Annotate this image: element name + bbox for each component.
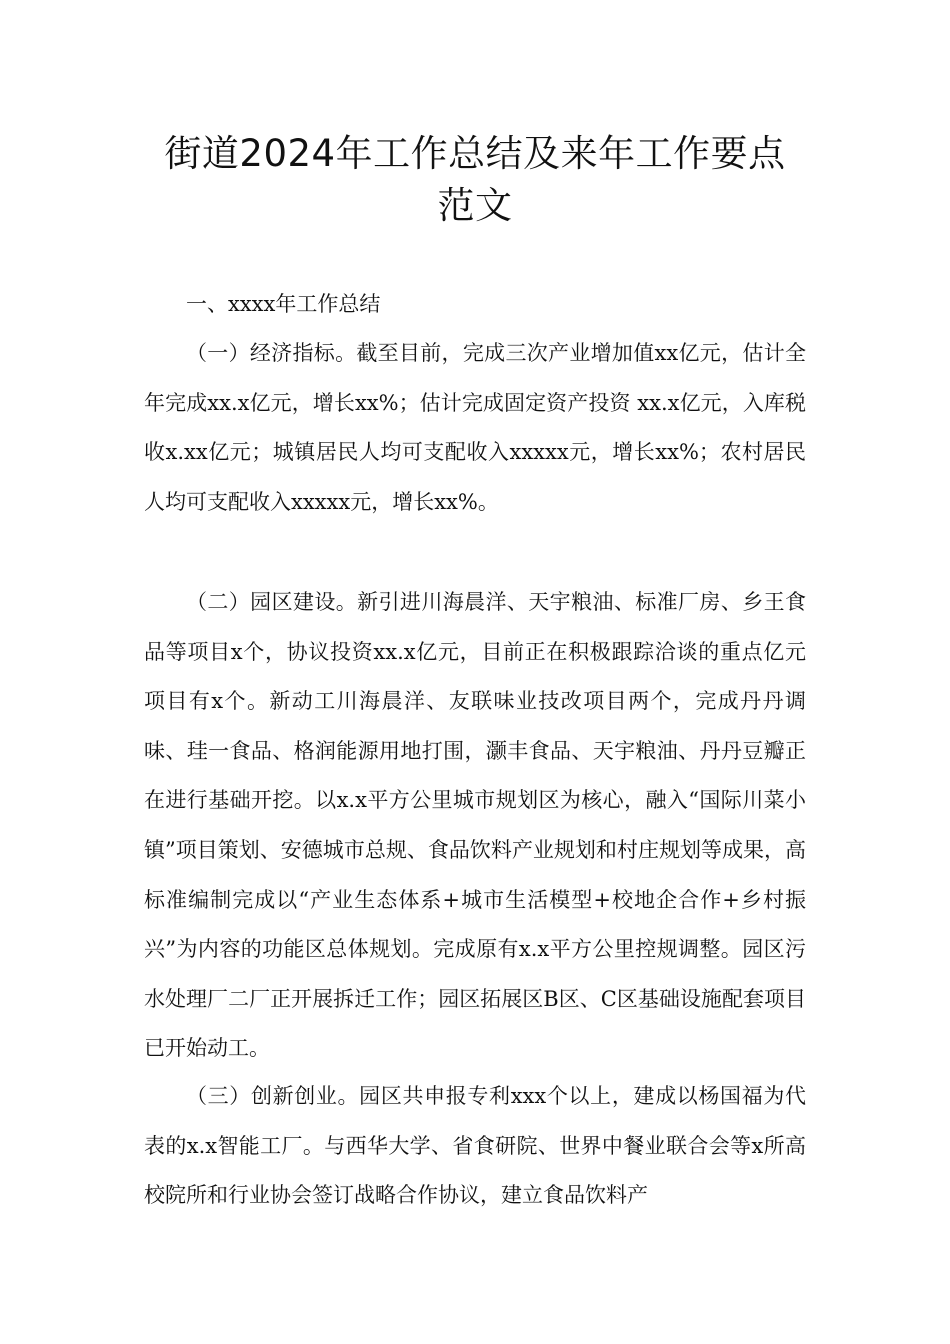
section-heading: 一、xxxx年工作总结 (186, 292, 381, 316)
title-line-1: 街道2024年工作总结及来年工作要点 (164, 132, 786, 175)
document-title (120, 128, 830, 232)
paragraph-park-construction: （二）园区建设。新引进川海晨洋、天宇粮油、标准厂房、乡王食品等项目x个，协议投资xx.x亿元，目前正在积极跟踪洽谈的重点亿元项目有x个。新动工川海晨洋、友联味业技改项目两个，完成丹丹调味、珪一食品、格润能源用地打围，灏丰食品、天宇粮油、丹丹豆瓣正在进行基础开挖。以x.x平方公里城市规划区为核心，融入“国际川菜小镇”项目策划、安德城市总规、食品饮料产业规划和村庄规划等成果，高标准编制完成以“产业生态体系+城市生活模型+校地企合作+乡村振兴”为内容的功能区总体规划。完成原有x.x平方公里控规调整。园区污水处理厂二厂正开展拆迁工作；园区拓展区B区、C区基础设施配套项目已开始动工。 (144, 590, 806, 1061)
paragraph-innovation: （三）创新创业。园区共申报专利xxx个以上，建成以杨国福为代表的x.x智能工厂。与西华大学、省食研院、世界中餐业联合会等x所高校院所和行业协会签订战略合作协议，建立食品饮料产 (144, 1084, 806, 1208)
title-line-2: 范文 (437, 184, 513, 227)
paragraph-economic-indicators: （一）经济指标。截至目前，完成三次产业增加值xx亿元，估计全年完成xx.x亿元，增长xx%；估计完成固定资产投资 xx.x亿元，入库税收x.xx亿元；城镇居民人均可支配收入xxxxx元，增长xx%；农村居民人均可支配收入xxxxx元，增长xx%。 (144, 341, 806, 514)
